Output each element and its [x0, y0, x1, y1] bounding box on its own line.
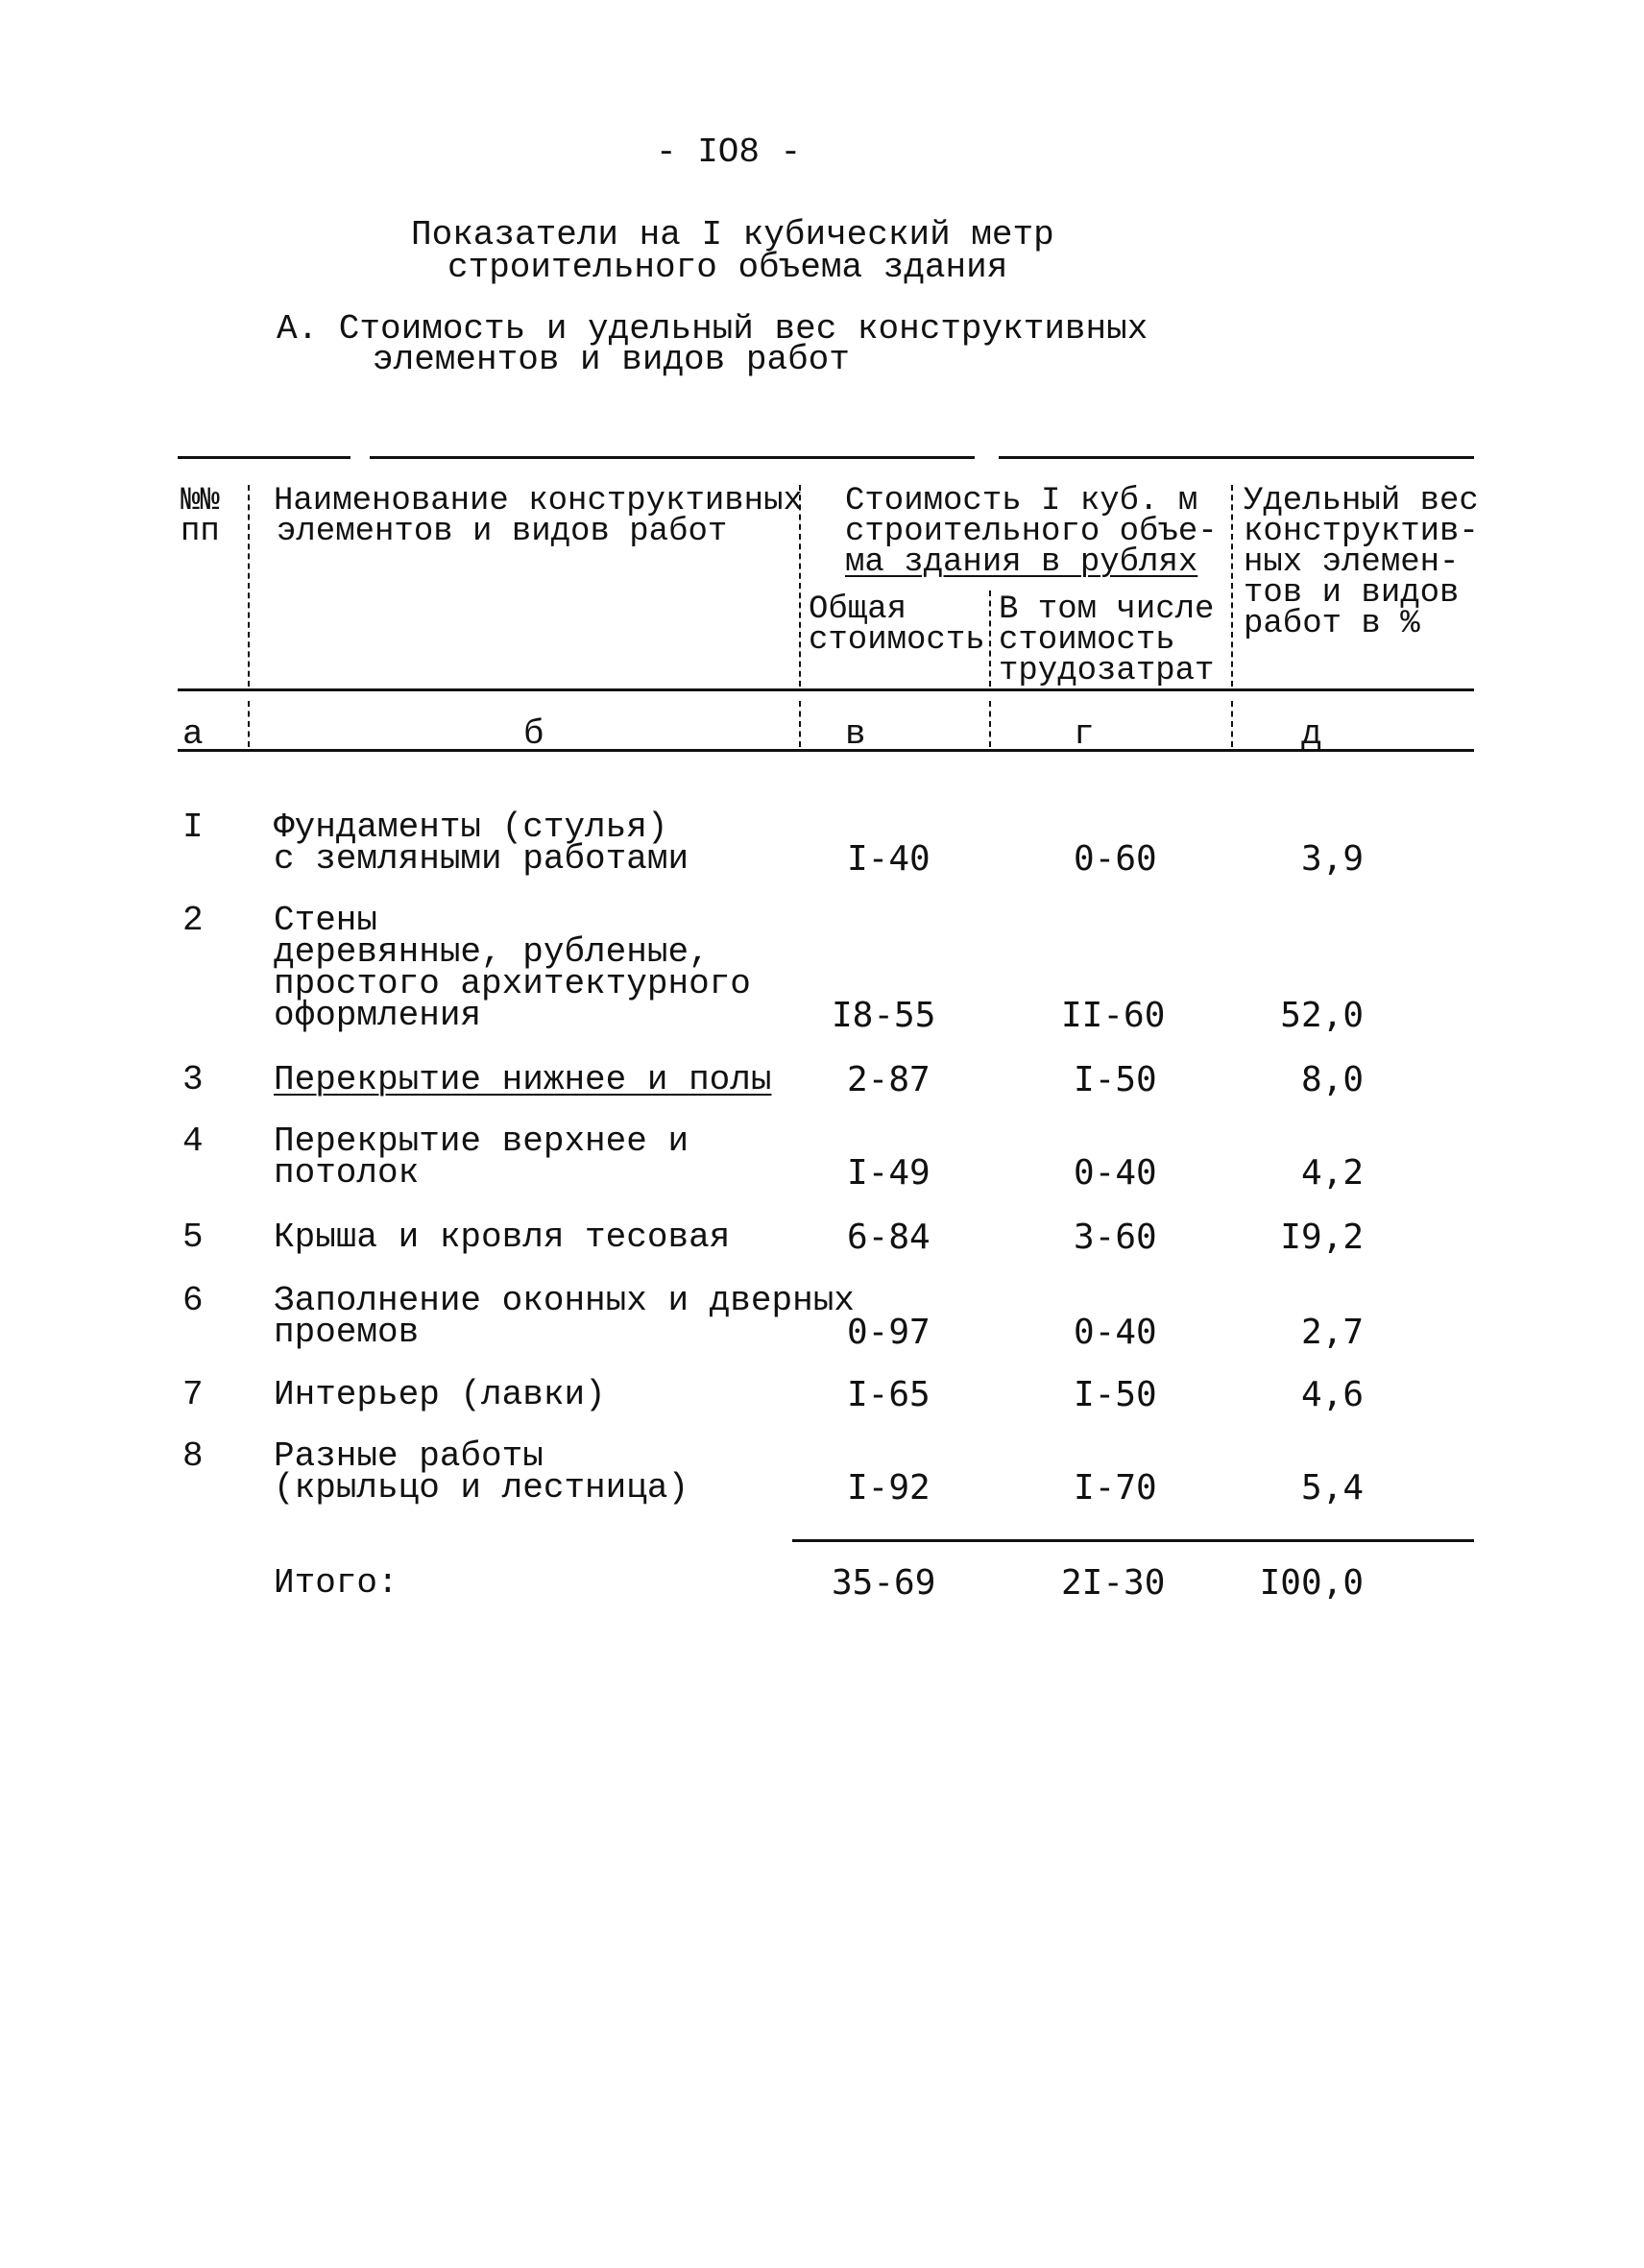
section-heading-line-2: элементов и видов работ: [373, 340, 850, 379]
row-name-line: проемов: [274, 1313, 420, 1352]
row-total-cost: 2-87: [847, 1060, 931, 1099]
row-name-line: (крыльцо и лестница): [274, 1468, 689, 1508]
column-divider: [989, 591, 991, 687]
column-letter: д: [1301, 714, 1322, 754]
row-name-line: Заполнение оконных и дверных: [274, 1281, 855, 1320]
row-share: I9,2: [1280, 1218, 1364, 1257]
header-cost-line-1: Стоимость I куб. м: [845, 483, 1198, 519]
row-labor-cost: I-50: [1074, 1375, 1157, 1414]
header-bottom-rule: [178, 688, 1474, 691]
column-divider: [248, 701, 250, 747]
row-labor-cost: I-70: [1074, 1468, 1157, 1508]
row-name-line: Крыша и кровля тесовая: [274, 1218, 731, 1257]
column-divider: [799, 701, 801, 747]
total-share: I00,0: [1259, 1563, 1364, 1603]
header-labor-line-1: В том числе: [999, 591, 1215, 628]
row-name-line: Разные работы: [274, 1436, 544, 1476]
row-name-line: Перекрытие нижнее и полы: [274, 1060, 772, 1099]
row-name-line: Перекрытие верхнее и: [274, 1122, 689, 1161]
row-total-cost: 0-97: [847, 1313, 931, 1352]
page-title-line-2: строительного объема здания: [447, 248, 1008, 287]
row-total-cost: 6-84: [847, 1218, 931, 1257]
header-cost-line-2: строительного объе-: [845, 514, 1218, 550]
column-divider: [1231, 701, 1233, 747]
row-number: I: [182, 808, 204, 847]
row-number: 5: [182, 1218, 204, 1257]
header-share-line-2: конструктив-: [1244, 514, 1479, 550]
header-total-line-2: стоимость: [809, 622, 985, 659]
row-labor-cost: 0-40: [1074, 1313, 1157, 1352]
header-share-line-3: ных элемен-: [1244, 544, 1460, 581]
row-number: 2: [182, 901, 204, 940]
row-name-line: оформления: [274, 996, 482, 1035]
row-name-line: Интерьер (лавки): [274, 1375, 606, 1414]
row-share: 52,0: [1280, 996, 1364, 1035]
column-letter-rule: [178, 749, 1474, 752]
column-letter: г: [1074, 714, 1095, 754]
row-name-line: деревянные, рубленые,: [274, 932, 710, 972]
header-labor-line-2: стоимость: [999, 622, 1175, 659]
header-cost-line-3: ма здания в рублях: [845, 544, 1198, 581]
row-total-cost: I8-55: [832, 996, 936, 1035]
column-divider: [1231, 485, 1233, 687]
row-share: 8,0: [1300, 1060, 1364, 1099]
row-labor-cost: II-60: [1061, 996, 1166, 1035]
table-top-rule: [370, 456, 975, 459]
column-divider: [989, 701, 991, 747]
row-share: 5,4: [1300, 1468, 1364, 1508]
header-share-line-4: тов и видов: [1244, 575, 1460, 612]
row-number: 8: [182, 1436, 204, 1476]
row-name-line: Фундаменты (стулья): [274, 808, 668, 847]
header-total-line-1: Общая: [809, 591, 907, 628]
row-total-cost: I-49: [847, 1153, 931, 1193]
column-letter: б: [523, 714, 544, 754]
row-name-line: простого архитектурного: [274, 964, 751, 1003]
row-share: 4,2: [1300, 1153, 1364, 1193]
header-share-line-1: Удельный вес: [1244, 483, 1479, 519]
row-labor-cost: 0-40: [1074, 1153, 1157, 1193]
header-labor-line-3: трудозатрат: [999, 653, 1215, 689]
row-name-line: с земляными работами: [274, 839, 689, 879]
row-number: 6: [182, 1281, 204, 1320]
total-cost: 35-69: [832, 1563, 936, 1603]
row-share: 3,9: [1300, 839, 1364, 879]
row-name-line: Стены: [274, 901, 378, 940]
row-labor-cost: 0-60: [1074, 839, 1157, 879]
total-labor-cost: 2I-30: [1061, 1563, 1166, 1603]
column-letter: в: [845, 714, 866, 754]
row-number: 4: [182, 1122, 204, 1161]
page-number: - IO8 -: [656, 133, 802, 172]
row-share: 4,6: [1300, 1375, 1364, 1414]
header-number-line-2: пп: [181, 514, 220, 550]
table-top-rule: [999, 456, 1474, 459]
column-divider: [248, 485, 250, 687]
row-share: 2,7: [1300, 1313, 1364, 1352]
row-number: 3: [182, 1060, 204, 1099]
total-rule: [792, 1539, 1474, 1542]
table-top-rule: [178, 456, 351, 459]
header-name-line-2: элементов и видов работ: [277, 514, 728, 550]
header-share-line-5: работ в %: [1244, 606, 1420, 642]
row-name-line: потолок: [274, 1153, 420, 1193]
header-number-line-1: №№: [181, 483, 220, 519]
column-letter: а: [182, 714, 204, 754]
row-number: 7: [182, 1375, 204, 1414]
row-total-cost: I-40: [847, 839, 931, 879]
row-total-cost: I-92: [847, 1468, 931, 1508]
page-title-line-1: Показатели на I кубический метр: [411, 215, 1054, 254]
header-name-line-1: Наименование конструктивных: [274, 483, 803, 519]
row-labor-cost: I-50: [1074, 1060, 1157, 1099]
total-label: Итого:: [274, 1563, 399, 1603]
row-total-cost: I-65: [847, 1375, 931, 1414]
section-heading-line-1: А. Стоимость и удельный вес конструктивных: [277, 309, 1148, 349]
row-labor-cost: 3-60: [1074, 1218, 1157, 1257]
